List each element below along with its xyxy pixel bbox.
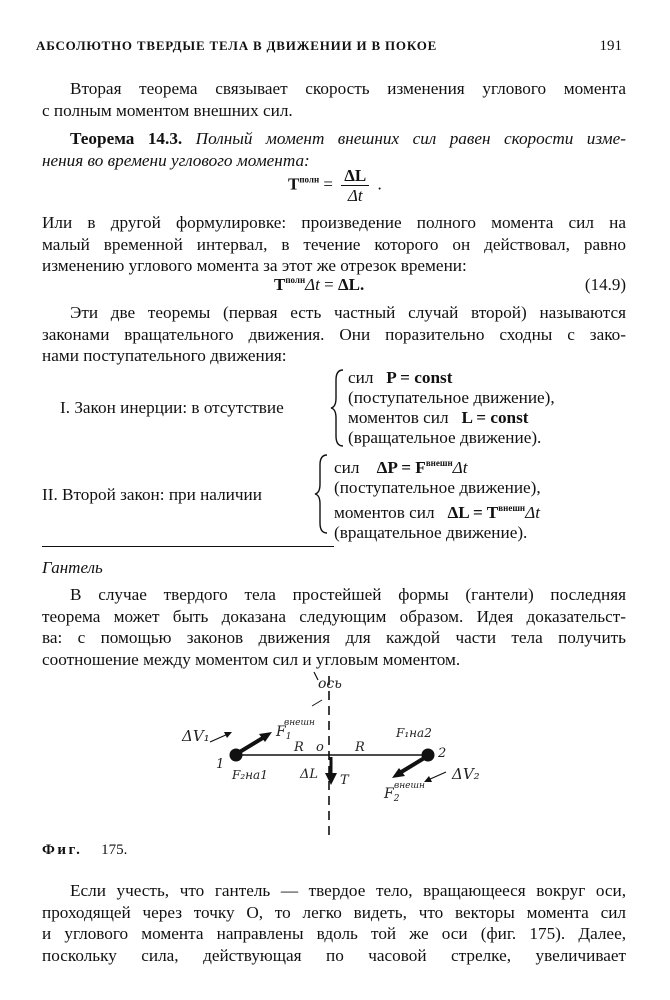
formula1-lhs-sup: полн	[299, 174, 320, 185]
p5-line-2: проходящей через точку O, то легко видеть, что векторы момента сил	[42, 902, 626, 922]
law2-c1-lhs: ΔP = F	[376, 458, 426, 477]
law1-c3-eq: L = const	[461, 408, 529, 427]
paragraph-5	[42, 880, 626, 966]
law-1-label: I. Закон инерции: в отсутствие	[60, 398, 284, 417]
law2-c3-dt: Δt	[525, 503, 540, 522]
p4-line-4: соотношение между моментом сил и угловым моментом.	[42, 649, 461, 669]
law-1-brace	[330, 368, 346, 448]
formula-14-9	[274, 275, 364, 295]
p5-line-3: и углового момента направлены вдоль той же оси (фиг. 175). Далее,	[42, 924, 626, 943]
label-dv2: ΔV₂	[452, 765, 480, 783]
p1-line-1: Вторая теорема связывает скорость изменения углового момента	[70, 79, 626, 98]
law1-c4: (вращательное движение).	[348, 428, 542, 447]
law-1-conditions	[348, 368, 555, 448]
law1-c3: моментов сил	[348, 408, 449, 427]
theorem-text-1: Полный момент внешних сил равен скорости изме-	[195, 129, 627, 148]
law2-c4: (вращательное движение).	[334, 523, 528, 542]
law2-c1-dt: Δt	[452, 458, 468, 477]
law2-c1-sup: внешн	[425, 458, 453, 468]
law2-c3-lhs: ΔL = T	[447, 503, 499, 522]
formula-torque-rate	[288, 166, 382, 205]
theorem-label: Теорема 14.3.	[70, 129, 183, 148]
p2-line-1: Или в другой формулировке: произведение полного момента сил на	[42, 213, 626, 232]
p1-line-2: с полным моментом внешних сил.	[42, 100, 293, 120]
label-f1na2: F₁на2	[396, 726, 432, 740]
formula1-numerator: ΔL	[341, 166, 369, 186]
formula2-lhs-sup: полн	[285, 275, 306, 285]
label-f2na1: F₂на1	[232, 768, 268, 782]
p3-line-1: Эти две теоремы (первая есть частный случай второй) называются	[70, 303, 626, 322]
axis-mark	[312, 700, 322, 706]
p4-line-1: В случае твердого тела простейшей формы (гантели) последняя	[70, 585, 626, 604]
formula1-end: .	[377, 174, 382, 194]
formula1-lhs: T	[288, 174, 300, 194]
paragraph-2	[42, 212, 626, 277]
label-f2-sub: 2	[393, 794, 400, 804]
label-f1-sub: 1	[285, 732, 292, 742]
law1-c1: сил	[348, 368, 374, 387]
force-f1-external-arrow	[238, 736, 266, 753]
law1-c2: (поступательное движение),	[348, 388, 555, 407]
theorem-14-3	[42, 128, 626, 171]
label-t: T	[340, 773, 349, 788]
law2-c3: моментов сил	[334, 503, 435, 522]
figure-caption-label: Фиг.	[42, 842, 83, 858]
p4-line-3: ва: с помощью законов движения для каждой части тела получить	[42, 628, 626, 647]
figure-caption-number: 175.	[101, 842, 128, 858]
law-2-conditions	[334, 453, 541, 543]
law2-c1: сил	[334, 458, 360, 477]
p2-line-2: малый временной интервал, в течение которого он действовал, равно	[42, 234, 626, 254]
delta-l-arrowhead	[325, 773, 337, 785]
label-f1-sup: внешн	[284, 718, 315, 728]
paragraph-1	[42, 78, 626, 121]
label-f2-sup: внешн	[394, 781, 425, 791]
formula2-rhs: ΔL.	[337, 275, 365, 294]
label-axis: ось	[318, 676, 342, 692]
label-f1-main: F	[276, 724, 286, 740]
page-number: 191	[599, 38, 622, 54]
law-2-brace	[314, 453, 330, 535]
theorem-text-2: нения во времени углового момента:	[42, 150, 310, 170]
formula1-denominator: Δt	[347, 186, 363, 205]
label-r-left: R	[294, 740, 304, 755]
p3-line-2: законами вращательного движения. Они поразительно сходны с зако-	[42, 324, 626, 344]
law1-c1-eq: P = const	[386, 368, 453, 387]
label-o: o	[316, 740, 324, 755]
label-delta-l: ΔL	[300, 767, 319, 782]
figure-175-dumbbell	[0, 662, 670, 842]
p2-line-3: изменению углового момента за этот же отрезок времени:	[42, 256, 467, 275]
figure-caption	[42, 842, 127, 859]
formula2-lhs: T	[274, 275, 286, 294]
label-2: 2	[438, 746, 447, 761]
law2-c2: (поступательное движение),	[334, 478, 541, 497]
dv1-arrow	[210, 734, 228, 742]
paragraph-4	[42, 584, 626, 670]
formula1-eq: =	[323, 174, 333, 194]
paragraph-3	[42, 302, 626, 367]
p5-line-1: Если учесть, что гантель — твердое тело, вращающееся вокруг оси,	[70, 881, 626, 900]
formula2-eq: =	[324, 275, 334, 294]
law2-c3-sup: внешн	[498, 503, 526, 513]
p4-line-2: теорема может быть доказана следующим образом. Идея доказательст-	[42, 606, 626, 626]
p5-line-4: поскольку сила, действующая по часовой стрелке, увеличивает	[42, 945, 626, 965]
label-f2-main: F	[384, 786, 394, 802]
label-r-right: R	[355, 740, 365, 755]
equation-number: (14.9)	[584, 275, 626, 294]
force-f2-external-arrow	[398, 757, 426, 774]
running-title: АБСОЛЮТНО ТВЕРДЫЕ ТЕЛА В ДВИЖЕНИИ И В ПОКОЕ	[36, 38, 438, 53]
formula1-fraction	[341, 166, 369, 205]
label-dv1: ΔV₁	[182, 727, 210, 745]
label-1: 1	[216, 757, 225, 772]
dv2-arrow	[428, 772, 446, 780]
section-divider	[42, 546, 334, 547]
law-2-label: II. Второй закон: при наличии	[42, 485, 262, 504]
formula2-dt: Δt	[305, 275, 320, 294]
section-title: Гантель	[42, 558, 103, 577]
p3-line-3: нами поступательного движения:	[42, 346, 287, 365]
